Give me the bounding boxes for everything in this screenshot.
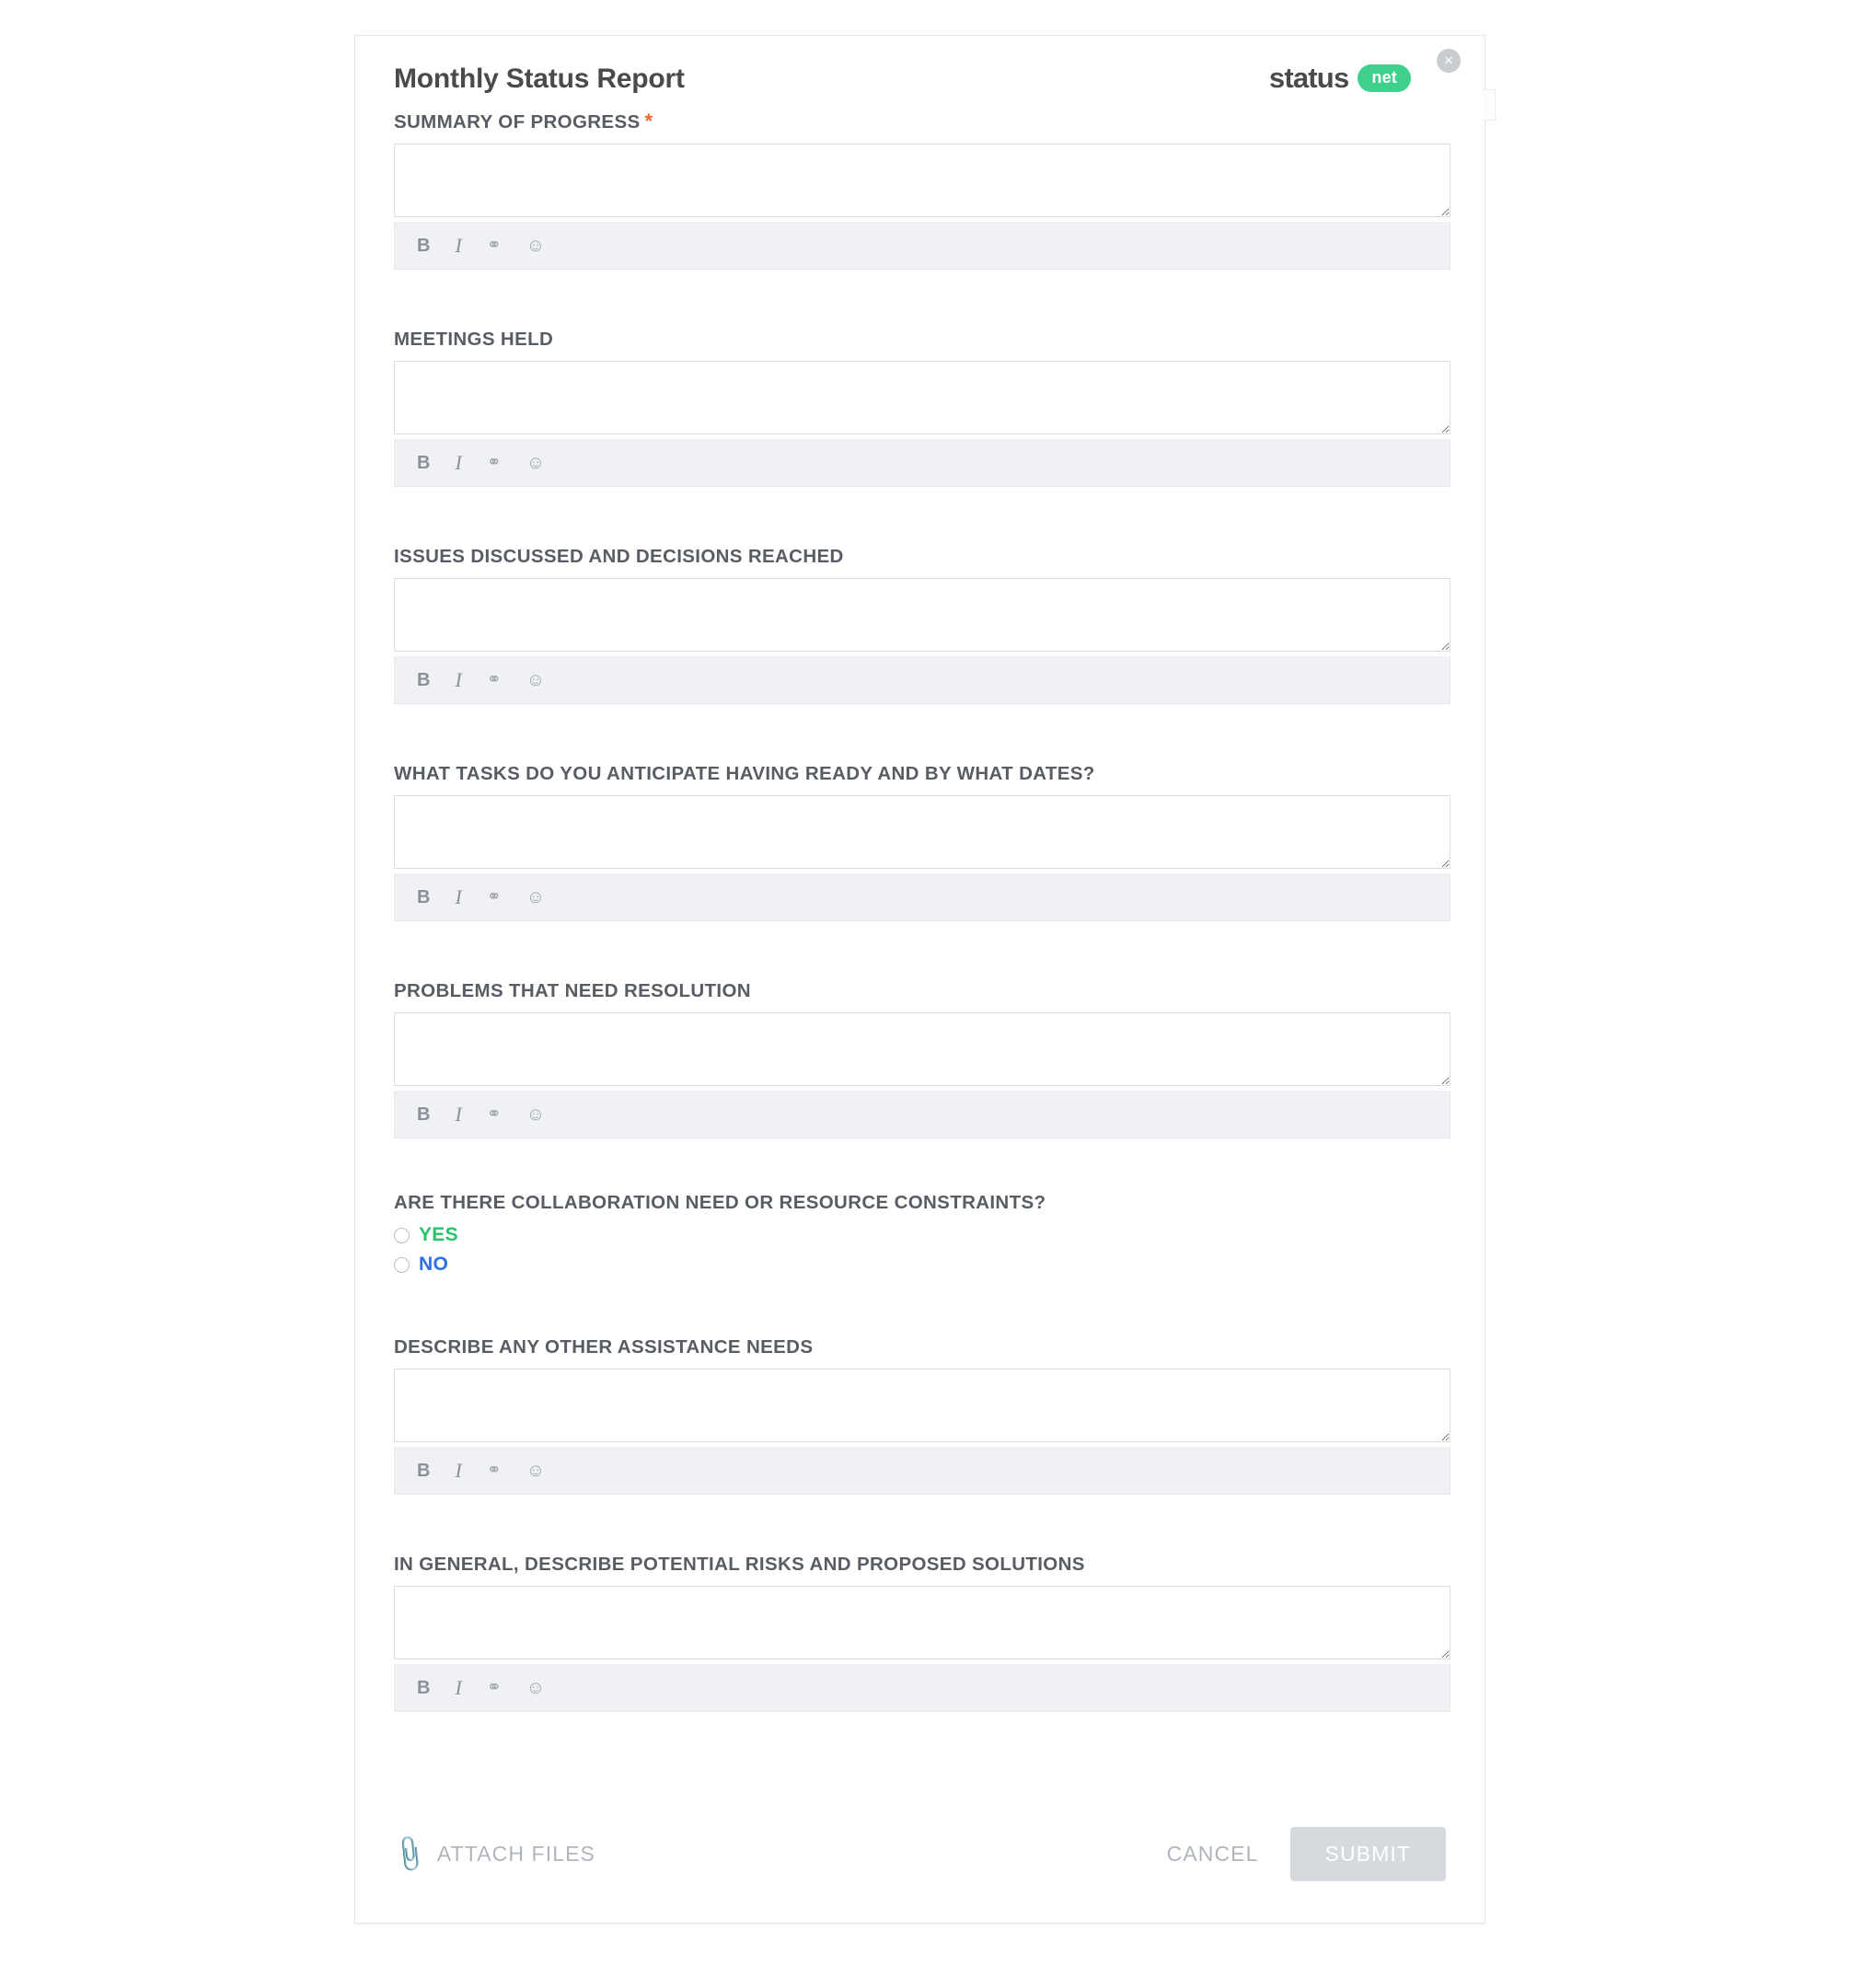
- field-collaboration-needs: [355, 1192, 1485, 1276]
- italic-icon[interactable]: I: [455, 1458, 462, 1482]
- close-icon[interactable]: ×: [1437, 49, 1461, 73]
- field-label: ARE THERE COLLABORATION NEED OR RESOURCE CONSTRAINTS?: [394, 1192, 1046, 1213]
- field-label: [394, 110, 1446, 133]
- spacer: [355, 270, 1485, 329]
- field-issues-discussed: [355, 546, 1485, 704]
- italic-icon[interactable]: I: [455, 233, 462, 257]
- bold-icon[interactable]: B: [417, 1104, 431, 1125]
- submit-button[interactable]: SUBMIT: [1290, 1827, 1447, 1881]
- editor-toolbar: [394, 1091, 1450, 1138]
- field-label: IN GENERAL, DESCRIBE POTENTIAL RISKS AND PROPOSED SOLUTIONS: [394, 1554, 1085, 1575]
- paperclip-icon: 📎: [388, 1832, 432, 1875]
- brand-name: status: [1268, 62, 1349, 94]
- italic-icon[interactable]: I: [455, 1102, 462, 1126]
- link-icon[interactable]: ⚭: [486, 236, 502, 255]
- italic-icon[interactable]: I: [455, 667, 462, 691]
- bold-icon[interactable]: B: [417, 886, 431, 907]
- page-title: Monthly Status Report: [394, 64, 685, 94]
- bold-icon[interactable]: B: [417, 1460, 431, 1481]
- attach-files-button[interactable]: [388, 1832, 595, 1875]
- link-icon[interactable]: ⚭: [486, 1104, 502, 1124]
- spacer: [355, 487, 1485, 546]
- radio-circle-icon[interactable]: [394, 1257, 410, 1273]
- field-label: MEETINGS HELD: [394, 329, 554, 350]
- spacer: [355, 1283, 1485, 1336]
- emoji-icon[interactable]: ☺: [526, 669, 546, 690]
- editor-toolbar: [394, 1664, 1450, 1712]
- link-icon[interactable]: ⚭: [486, 1461, 502, 1480]
- status-report-modal: [354, 35, 1485, 1924]
- field-potential-risks: [355, 1554, 1485, 1712]
- field-label: ISSUES DISCUSSED AND DECISIONS REACHED: [394, 546, 844, 567]
- emoji-icon[interactable]: ☺: [526, 452, 546, 473]
- problems-resolution-input[interactable]: [394, 1012, 1450, 1086]
- editor-toolbar: [394, 656, 1450, 704]
- field-label: PROBLEMS THAT NEED RESOLUTION: [394, 980, 751, 1001]
- attach-files-label: ATTACH FILES: [436, 1841, 595, 1866]
- radio-option-no[interactable]: [394, 1254, 1446, 1276]
- emoji-icon[interactable]: ☺: [526, 1104, 546, 1125]
- field-summary-of-progress: [355, 110, 1485, 270]
- bold-icon[interactable]: B: [417, 235, 431, 256]
- modal-footer: [355, 1785, 1485, 1923]
- radio-label-no: NO: [419, 1254, 449, 1275]
- field-anticipated-tasks: [355, 763, 1485, 921]
- link-icon[interactable]: ⚭: [486, 670, 502, 689]
- editor-toolbar: [394, 439, 1450, 487]
- radio-option-yes[interactable]: [394, 1224, 1446, 1246]
- potential-risks-input[interactable]: [394, 1586, 1450, 1659]
- radio-group-collaboration: [394, 1224, 1446, 1276]
- editor-toolbar: [394, 1447, 1450, 1495]
- field-meetings-held: [355, 329, 1485, 487]
- link-icon[interactable]: ⚭: [486, 1678, 502, 1697]
- brand-badge: net: [1358, 64, 1411, 92]
- italic-icon[interactable]: I: [455, 450, 462, 474]
- emoji-icon[interactable]: ☺: [526, 235, 546, 256]
- page-background-right: [1490, 0, 1849, 1988]
- radio-label-yes: YES: [419, 1224, 458, 1245]
- italic-icon[interactable]: I: [455, 1675, 462, 1699]
- field-other-assistance: [355, 1336, 1485, 1495]
- other-assistance-input[interactable]: [394, 1369, 1450, 1442]
- italic-icon[interactable]: I: [455, 884, 462, 908]
- cancel-button[interactable]: CANCEL: [1160, 1832, 1266, 1876]
- bold-icon[interactable]: B: [417, 1677, 431, 1698]
- meetings-held-input[interactable]: [394, 361, 1450, 434]
- link-icon[interactable]: ⚭: [486, 453, 502, 472]
- modal-header: [355, 36, 1485, 110]
- spacer: [355, 1138, 1485, 1192]
- field-label: DESCRIBE ANY OTHER ASSISTANCE NEEDS: [394, 1336, 814, 1358]
- editor-toolbar: [394, 873, 1450, 921]
- required-marker: *: [644, 110, 653, 133]
- field-label: WHAT TASKS DO YOU ANTICIPATE HAVING READY AND BY WHAT DATES?: [394, 763, 1095, 784]
- spacer: [355, 704, 1485, 763]
- editor-toolbar: [394, 222, 1450, 270]
- issues-discussed-input[interactable]: [394, 578, 1450, 652]
- bold-icon[interactable]: B: [417, 452, 431, 473]
- anticipated-tasks-input[interactable]: [394, 795, 1450, 869]
- footer-actions: [1160, 1827, 1446, 1881]
- emoji-icon[interactable]: ☺: [526, 1460, 546, 1481]
- brand-logo: [1269, 62, 1411, 95]
- summary-of-progress-input[interactable]: [394, 144, 1450, 217]
- spacer: [355, 921, 1485, 980]
- spacer: [355, 1495, 1485, 1554]
- emoji-icon[interactable]: ☺: [526, 1677, 546, 1698]
- field-problems-resolution: [355, 980, 1485, 1138]
- bold-icon[interactable]: B: [417, 669, 431, 690]
- emoji-icon[interactable]: ☺: [526, 886, 546, 907]
- modal-edge-tab: [1483, 89, 1496, 121]
- page-background-left: [0, 0, 354, 1988]
- link-icon[interactable]: ⚭: [486, 887, 502, 907]
- radio-circle-icon[interactable]: [394, 1228, 410, 1243]
- field-label-text: SUMMARY OF PROGRESS: [394, 111, 641, 133]
